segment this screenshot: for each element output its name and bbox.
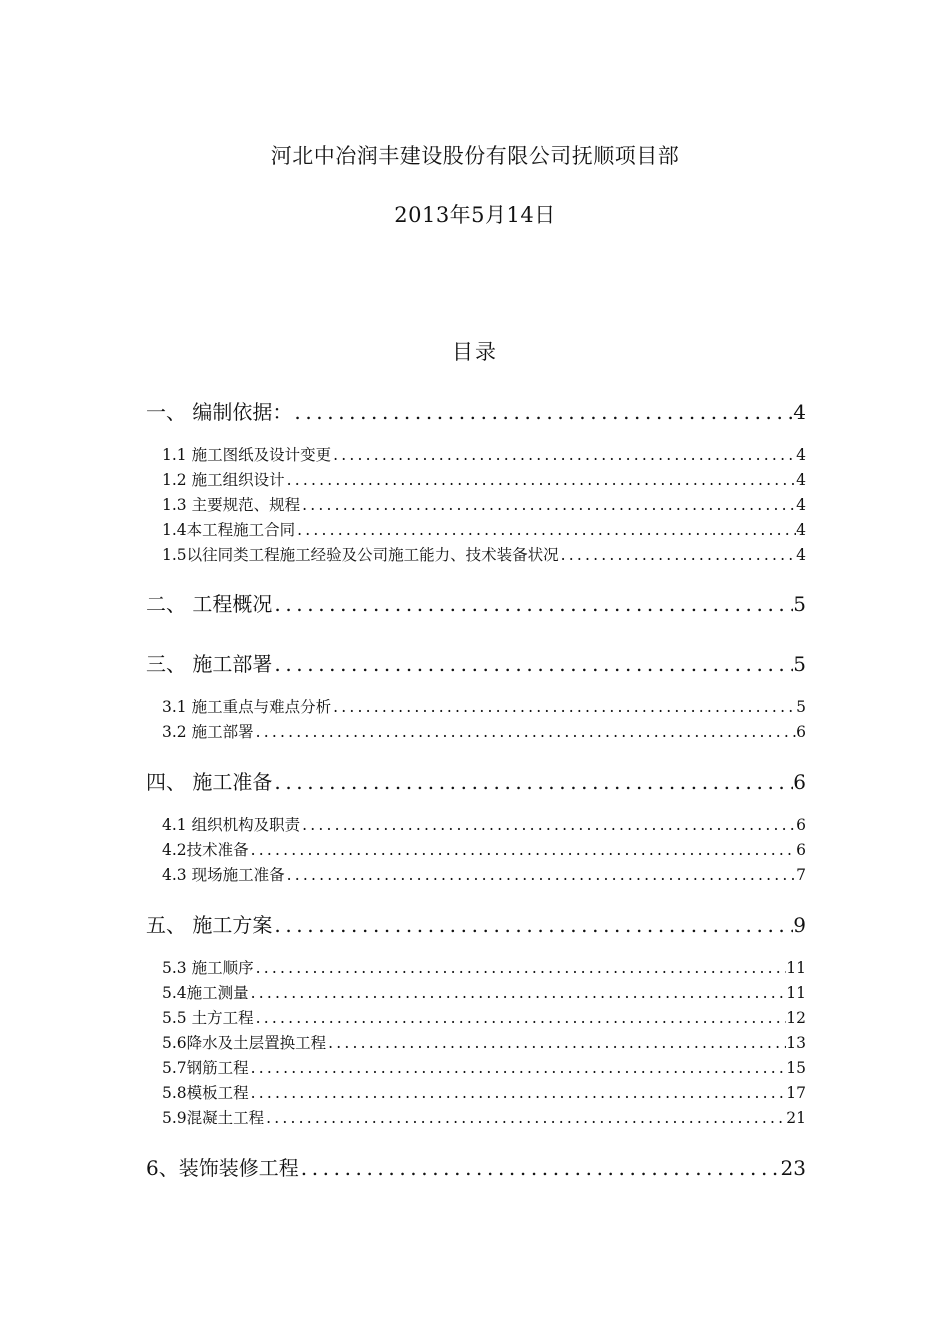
toc-page-number: 11: [786, 984, 806, 1002]
company-name: 河北中冶润丰建设股份有限公司抚顺项目部: [270, 144, 680, 168]
toc-entry-title: 1.4本工程施工合同: [162, 521, 296, 539]
toc-subsection-entry[interactable]: [162, 493, 806, 515]
toc-dot-leader: [272, 592, 793, 616]
toc-dot-leader: [331, 446, 796, 464]
toc-subsection-entry[interactable]: [162, 1006, 806, 1028]
toc-dot-leader: [254, 723, 797, 741]
toc-page-number: 5: [793, 592, 806, 616]
toc-entry-title: 4.3 现场施工准备: [162, 866, 285, 884]
toc-subsection-entry[interactable]: [162, 981, 806, 1003]
toc-dot-leader: [264, 1109, 786, 1127]
toc-entry-title: 4.1 组织机构及职责: [162, 816, 301, 834]
toc-page-number: 13: [786, 1034, 806, 1052]
toc-page-number: 12: [786, 1009, 806, 1027]
toc-entry-title: 5.3 施工顺序: [162, 959, 254, 977]
toc-subsection-entry[interactable]: [162, 863, 806, 885]
toc-entry-title: 三、 施工部署: [146, 652, 273, 676]
toc-page-number: 6: [796, 723, 806, 741]
toc-page-number: 9: [793, 913, 806, 937]
toc-entry-title: 5.5 土方工程: [162, 1009, 254, 1027]
toc-dot-leader: [326, 1034, 786, 1052]
toc-page-number: 7: [796, 866, 806, 884]
toc-dot-leader: [272, 652, 793, 676]
toc-entry-title: 5.6降水及土层置换工程: [162, 1034, 327, 1052]
toc-page-number: 23: [780, 1156, 806, 1180]
toc-dot-leader: [559, 546, 796, 564]
toc-section-entry[interactable]: [146, 588, 806, 618]
toc-dot-leader: [285, 866, 797, 884]
toc-dot-leader: [300, 816, 796, 834]
toc-entry-title: 二、 工程概况: [146, 592, 273, 616]
toc-entry-title: 1.5以往同类工程施工经验及公司施工能力、技术装备状况: [162, 546, 559, 564]
toc-dot-leader: [295, 521, 796, 539]
toc-entry-title: 1.3 主要规范、规程: [162, 496, 301, 514]
toc-page-number: 6: [796, 816, 806, 834]
toc-subsection-entry[interactable]: [162, 468, 806, 490]
toc-page-number: 4: [796, 471, 806, 489]
toc-subsection-entry[interactable]: [162, 720, 806, 742]
toc-page-number: 4: [796, 496, 806, 514]
toc-entry-title: 四、 施工准备: [146, 770, 273, 794]
toc-page-number: 5: [793, 652, 806, 676]
toc-dot-leader: [272, 913, 793, 937]
toc-page-number: 4: [793, 400, 806, 424]
toc-subsection-entry[interactable]: [162, 695, 806, 717]
toc-dot-leader: [285, 471, 797, 489]
toc-subsection-entry[interactable]: [162, 1106, 806, 1128]
toc-page-number: 17: [786, 1084, 806, 1102]
toc-dot-leader: [249, 1084, 787, 1102]
toc-section-entry[interactable]: [146, 648, 806, 678]
toc-subsection-entry[interactable]: [162, 543, 806, 565]
toc-page-number: 4: [796, 446, 806, 464]
toc-page-number: 5: [796, 698, 806, 716]
toc-subsection-entry[interactable]: [162, 1081, 806, 1103]
toc-section-entry[interactable]: [146, 909, 806, 939]
toc-entry-title: 3.1 施工重点与难点分析: [162, 698, 332, 716]
document-date: 2013年5月14日: [394, 203, 556, 227]
toc-dot-leader: [249, 841, 796, 859]
toc-subsection-entry[interactable]: [162, 838, 806, 860]
toc-subsection-entry[interactable]: [162, 813, 806, 835]
toc-dot-leader: [299, 1156, 781, 1180]
toc-section-entry[interactable]: [146, 1152, 806, 1182]
toc-subsection-entry[interactable]: [162, 443, 806, 465]
toc-page-number: 21: [786, 1109, 806, 1127]
toc-entry-title: 5.9混凝土工程: [162, 1109, 265, 1127]
toc-entry-title: 6、装饰装修工程: [146, 1156, 299, 1180]
toc-entry-title: 5.7钢筋工程: [162, 1059, 249, 1077]
toc-entry-title: 5.4施工测量: [162, 984, 249, 1002]
toc-dot-leader: [254, 1009, 787, 1027]
toc-subsection-entry[interactable]: [162, 1031, 806, 1053]
toc-page-number: 11: [786, 959, 806, 977]
toc-dot-leader: [331, 698, 796, 716]
toc-subsection-entry[interactable]: [162, 1056, 806, 1078]
toc-entry-title: 五、 施工方案: [146, 913, 273, 937]
toc-section-entry[interactable]: [146, 766, 806, 796]
toc-page-number: 6: [793, 770, 806, 794]
toc-entry-title: 4.2技术准备: [162, 841, 249, 859]
toc-title: 目录: [452, 340, 498, 364]
toc-dot-leader: [300, 496, 796, 514]
toc-page-number: 4: [796, 546, 806, 564]
toc-dot-leader: [249, 984, 787, 1002]
toc-entry-title: 3.2 施工部署: [162, 723, 254, 741]
toc-entry-title: 5.8模板工程: [162, 1084, 249, 1102]
toc-entry-title: 1.1 施工图纸及设计变更: [162, 446, 332, 464]
toc-page-number: 6: [796, 841, 806, 859]
toc-dot-leader: [272, 770, 793, 794]
toc-page-number: 4: [796, 521, 806, 539]
toc-section-entry[interactable]: [146, 396, 806, 426]
toc-dot-leader: [292, 400, 793, 424]
toc-page-number: 15: [786, 1059, 806, 1077]
toc-dot-leader: [254, 959, 787, 977]
toc-subsection-entry[interactable]: [162, 956, 806, 978]
toc-entry-title: 1.2 施工组织设计: [162, 471, 285, 489]
toc-subsection-entry[interactable]: [162, 518, 806, 540]
toc-entry-title: 一、 编制依据：: [146, 400, 293, 424]
toc-dot-leader: [249, 1059, 787, 1077]
